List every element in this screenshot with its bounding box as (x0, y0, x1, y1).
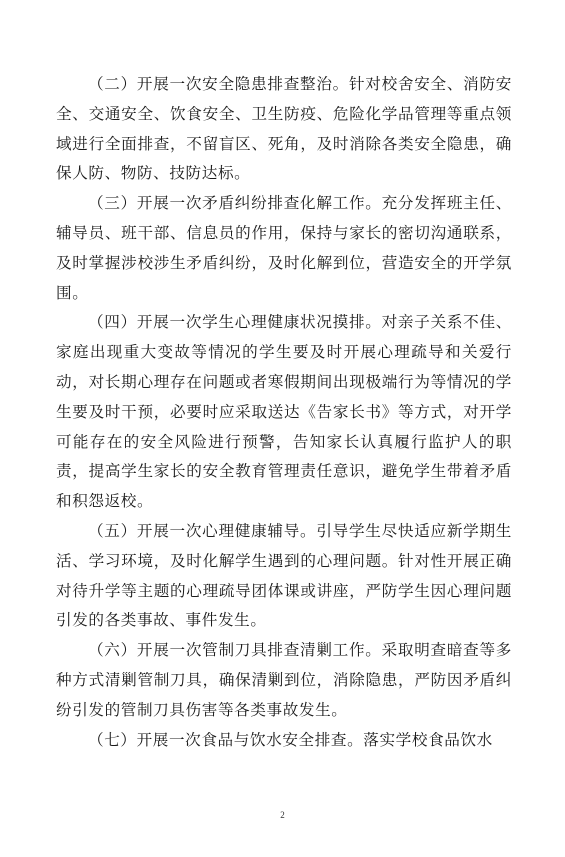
paragraph-mental-health-screening: （四）开展一次学生心理健康状况摸排。对亲子关系不佳、家庭出现重大变故等情况的学生要及时开展心理疏导和关爱行动，对长期心理存在问题或者寒假期间出现极端行为等情况的学生要及时干预，必要时应采取送达《告家长书》等方式，对开学可能存在的安全风险进行预警，告知家长认真履行监护人的职责，提高学生家长的安全教育管理责任意识，避免学生带着矛盾和积怨返校。 (56, 313, 512, 511)
paragraph-mental-health-counseling: （五）开展一次心理健康辅导。引导学生尽快适应新学期生活、学习环境，及时化解学生遇到的心理问题。针对性开展正确对待升学等主题的心理疏导团体课或讲座，严防学生因心理问题引发的各类事故、事件发生。 (56, 521, 512, 630)
document-body (56, 70, 512, 755)
paragraph-dispute-resolution: （三）开展一次矛盾纠纷排查化解工作。充分发挥班主任、辅导员、班干部、信息员的作用，保持与家长的密切沟通联系，及时掌握涉校涉生矛盾纠纷，及时化解到位，营造安全的开学氛围。 (56, 194, 512, 302)
paragraph-controlled-knife-inspection: （六）开展一次管制刀具排查清剿工作。采取明查暗查等多种方式清剿管制刀具，确保清剿到位，消除隐患，严防因矛盾纠纷引发的管制刀具伤害等各类事故发生。 (56, 641, 512, 719)
paragraph-food-water-safety: （七）开展一次食品与饮水安全排查。落实学校食品饮水 (88, 730, 493, 749)
page-number: 2 (280, 810, 285, 820)
paragraph-safety-hazard-inspection: （二）开展一次安全隐患排查整治。针对校舍安全、消防安全、交通安全、饮食安全、卫生防疫、危险化学品管理等重点领域进行全面排查，不留盲区、死角，及时消除各类安全隐患，确保人防、物防、技防达标。 (56, 75, 512, 183)
